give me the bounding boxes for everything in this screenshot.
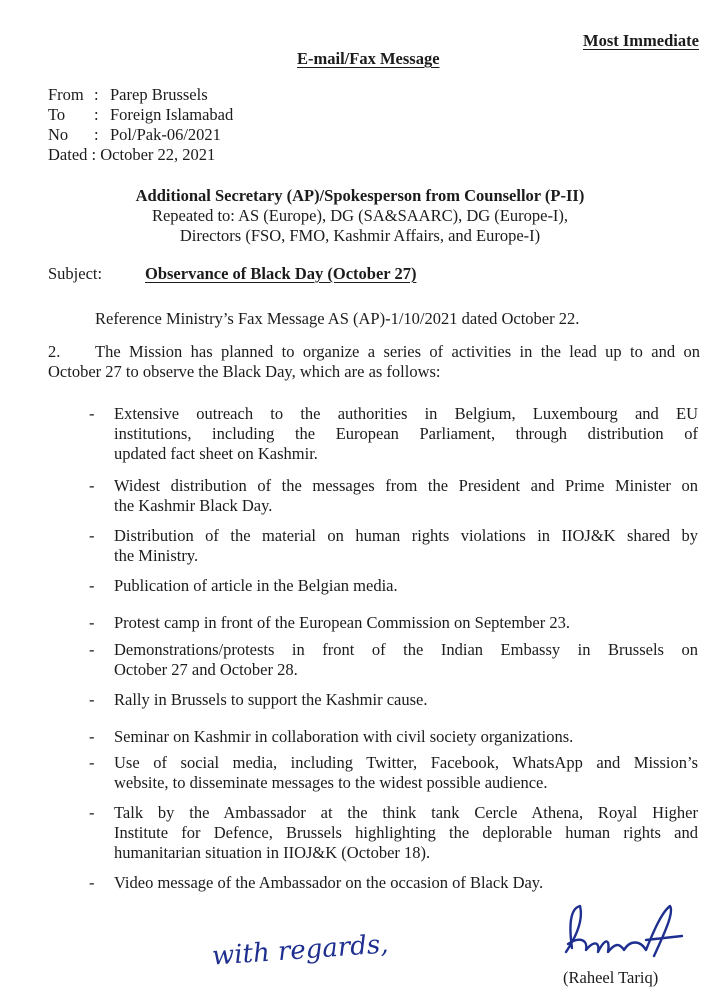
signatory-name: (Raheel Tariq) bbox=[563, 968, 659, 987]
activity-line: Use of social media, including Twitter, Facebook, WhatsApp and Mission’s bbox=[114, 753, 698, 772]
no-label: No bbox=[48, 125, 69, 144]
activity-line: Seminar on Kashmir in collaboration with civil society organizations. bbox=[114, 727, 574, 746]
bullet-dash: - bbox=[89, 727, 95, 746]
colon: : bbox=[91, 145, 97, 164]
activity-line: Video message of the Ambassador on the occasion of Black Day. bbox=[114, 873, 544, 892]
activity-line: Publication of article in the Belgian media. bbox=[114, 576, 398, 595]
para2-line-1: The Mission has planned to organize a series of activities in the lead up to and on bbox=[95, 342, 700, 361]
subject-label: Subject: bbox=[48, 264, 103, 283]
from-value: Parep Brussels bbox=[110, 85, 208, 104]
no-value: Pol/Pak-06/2021 bbox=[110, 125, 221, 144]
reference-line: Reference Ministry’s Fax Message AS (AP)-1/10/2021 dated October 22. bbox=[95, 309, 580, 328]
para2-line-2: October 27 to observe the Black Day, which are as follows: bbox=[48, 362, 441, 381]
closing-text: with regards, bbox=[211, 929, 390, 972]
header-to-row bbox=[48, 105, 233, 125]
para2-number: 2. bbox=[48, 342, 61, 361]
activity-line: Demonstrations/protests in front of the Indian Embassy in Brussels on bbox=[114, 640, 698, 659]
bullet-dash: - bbox=[89, 803, 95, 822]
activity-line: Talk by the Ambassador at the think tank Cercle Athena, Royal Higher bbox=[114, 803, 698, 822]
priority-label: Most Immediate bbox=[583, 31, 699, 50]
activity-line: Widest distribution of the messages from the President and Prime Minister on bbox=[114, 476, 698, 495]
dated-value: October 22, 2021 bbox=[100, 145, 216, 164]
bullet-dash: - bbox=[89, 690, 95, 709]
bullet-dash: - bbox=[89, 873, 95, 892]
colon: : bbox=[94, 125, 99, 144]
activity-line: Extensive outreach to the authorities in Belgium, Luxembourg and EU bbox=[114, 404, 698, 423]
subject-value: Observance of Black Day (October 27) bbox=[145, 264, 417, 283]
addressee-line-3: Directors (FSO, FMO, Kashmir Affairs, and Europe-I) bbox=[179, 226, 541, 245]
handwritten-closing bbox=[208, 922, 408, 977]
activity-line: Institute for Defence, Brussels highlighting the deplorable human rights and bbox=[114, 823, 698, 842]
signature-image bbox=[550, 900, 700, 970]
header-no-row bbox=[48, 125, 221, 145]
activity-line: updated fact sheet on Kashmir. bbox=[114, 444, 318, 463]
colon: : bbox=[94, 85, 99, 104]
bullet-dash: - bbox=[89, 576, 95, 595]
activity-line: website, to disseminate messages to the widest possible audience. bbox=[114, 773, 548, 792]
activity-line: institutions, including the European Parliament, through distribution of bbox=[114, 424, 698, 443]
activity-line: Protest camp in front of the European Commission on September 23. bbox=[114, 613, 570, 632]
to-value: Foreign Islamabad bbox=[110, 105, 234, 124]
activity-line: the Kashmir Black Day. bbox=[114, 496, 273, 515]
bullet-dash: - bbox=[89, 526, 95, 545]
bullet-dash: - bbox=[89, 476, 95, 495]
colon: : bbox=[94, 105, 99, 124]
to-label: To bbox=[48, 105, 66, 124]
bullet-dash: - bbox=[89, 404, 95, 423]
activity-line: October 27 and October 28. bbox=[114, 660, 298, 679]
from-label: From bbox=[48, 85, 84, 104]
bullet-dash: - bbox=[89, 640, 95, 659]
addressee-line-1: Additional Secretary (AP)/Spokesperson from Counsellor (P-II) bbox=[135, 186, 585, 205]
header-dated-row bbox=[48, 145, 215, 165]
bullet-dash: - bbox=[89, 613, 95, 632]
activity-line: Distribution of the material on human rights violations in IIOJ&K shared by bbox=[114, 526, 698, 545]
activity-line: Rally in Brussels to support the Kashmir cause. bbox=[114, 690, 428, 709]
header-from-row bbox=[48, 85, 208, 105]
message-type-title: E-mail/Fax Message bbox=[297, 49, 440, 68]
dated-label: Dated bbox=[48, 145, 88, 164]
activity-line: humanitarian situation in IIOJ&K (October 18). bbox=[114, 843, 431, 862]
bullet-dash: - bbox=[89, 753, 95, 772]
activity-line: the Ministry. bbox=[114, 546, 199, 565]
addressee-line-2: Repeated to: AS (Europe), DG (SA&SAARC), DG (Europe-I), bbox=[151, 206, 569, 225]
